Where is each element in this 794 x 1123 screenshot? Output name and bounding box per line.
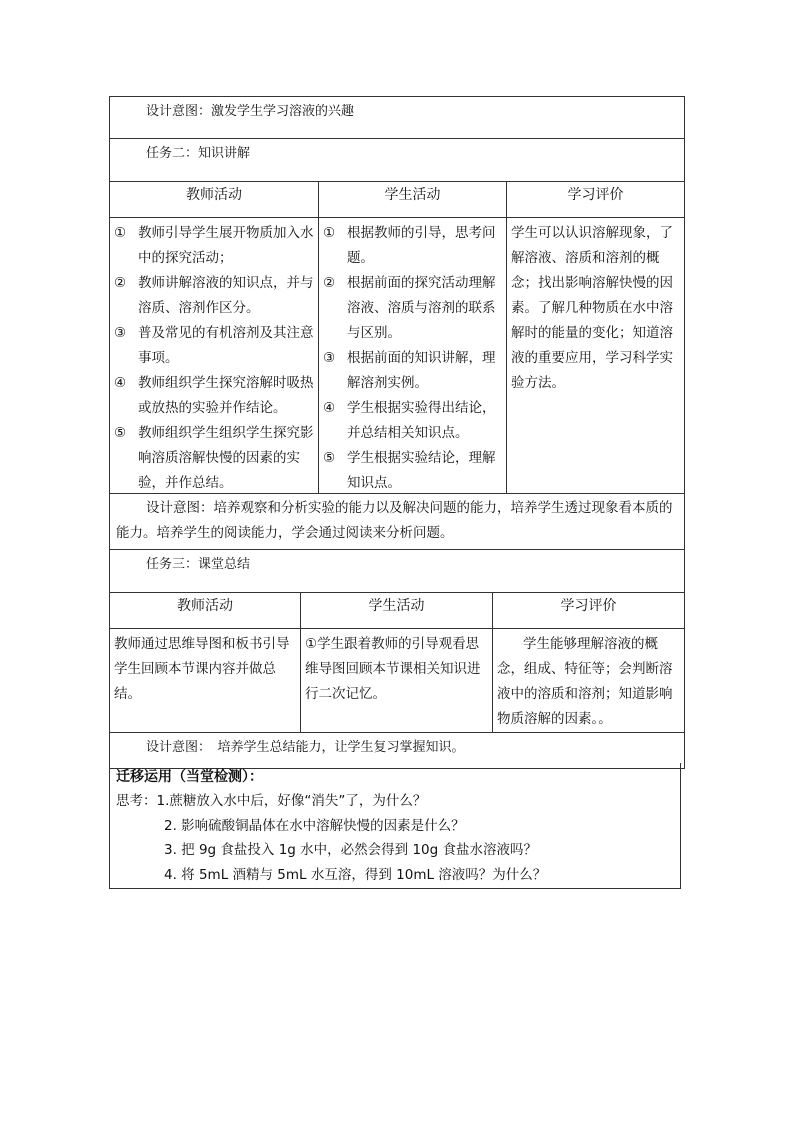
list-item bbox=[323, 271, 502, 346]
design-intent-1: 设计意图：激发学生学习溶液的兴趣 bbox=[109, 96, 685, 139]
item-number: ② bbox=[323, 275, 336, 291]
task-two-content-row bbox=[109, 218, 685, 494]
task-three-title: 任务三：课堂总结 bbox=[109, 550, 685, 593]
item-text: 根据教师的引导，思考问题。 bbox=[347, 225, 496, 266]
learning-evaluation-text: 学生可以认识溶解现象，了解溶液、溶质和溶剂的概念；找出影响溶解快慢的因素。了解几种物质在水中溶解时的能量的变化；知道溶液的重要应用，学习科学实验方法。 bbox=[511, 225, 673, 391]
item-text: 根据前面的知识讲解，理解溶剂实例。 bbox=[347, 350, 496, 391]
list-item bbox=[114, 421, 314, 496]
item-number: ③ bbox=[114, 325, 127, 341]
item-text: 教师讲解溶液的知识点，并与溶质、溶剂作区分。 bbox=[138, 275, 314, 316]
item-text: 学生根据实验结论，理解知识点。 bbox=[347, 450, 496, 491]
task-two-title: 任务二：知识讲解 bbox=[109, 139, 685, 182]
student-activity-list bbox=[319, 218, 507, 493]
summary-teacher-text: 教师通过思维导图和板书引导学生回顾本节课内容并做总结。 bbox=[110, 629, 301, 732]
item-number: ④ bbox=[114, 375, 127, 391]
list-item bbox=[323, 446, 502, 496]
item-number: ⑤ bbox=[114, 425, 127, 441]
list-item bbox=[323, 346, 502, 396]
list-item bbox=[114, 321, 314, 371]
question-3: 3. 把 9g 食盐投入 1g 水中，必然会得到 10g 食盐水溶液吗？ bbox=[164, 842, 537, 858]
question-1: 思考：1.蔗糖放入水中后，好像“消失”了，为什么？ bbox=[116, 793, 427, 809]
header-learning-evaluation: 学习评价 bbox=[560, 598, 617, 614]
list-item bbox=[323, 396, 502, 446]
summary-evaluation-text: 学生能够理解溶液的概念，组成、特征等；会判断溶液中的溶质和溶剂；知道影响物质溶解的因素。。 bbox=[497, 636, 673, 727]
teacher-activity-list bbox=[110, 218, 319, 493]
item-text: 教师引导学生展开物质加入水中的探究活动； bbox=[138, 225, 314, 266]
header-learning-evaluation: 学习评价 bbox=[567, 187, 624, 203]
list-item bbox=[114, 271, 314, 321]
design-intent-2: 设计意图：培养观察和分析实验的能力以及解决问题的能力，培养学生透过现象看本质的能力。培养学生的阅读能力，学会通过阅读来分析问题。 bbox=[109, 494, 685, 550]
item-text: 学生根据实验得出结论，并总结相关知识点。 bbox=[347, 400, 496, 441]
item-number: ④ bbox=[323, 400, 336, 416]
section-title: 迁移运用（当堂检测）： bbox=[116, 769, 263, 785]
header-teacher-activity: 教师活动 bbox=[110, 182, 319, 217]
header-student-activity: 学生活动 bbox=[319, 182, 507, 217]
design-intent-3: 设计意图： 培养学生总结能力，让学生复习掌握知识。 bbox=[109, 733, 685, 769]
header-teacher-activity: 教师活动 bbox=[110, 593, 301, 628]
item-number: ① bbox=[323, 225, 336, 241]
item-number: ① bbox=[114, 225, 127, 241]
item-number: ③ bbox=[323, 350, 336, 366]
task-two-header-row bbox=[109, 182, 685, 218]
task-three-content-row bbox=[109, 629, 685, 733]
item-text: 教师组织学生探究溶解时吸热或放热的实验并作结论。 bbox=[138, 375, 314, 416]
list-item bbox=[114, 371, 314, 421]
question-4: 4. 将 5mL 酒精与 5mL 水互溶，得到 10mL 溶液吗？为什么？ bbox=[164, 866, 547, 883]
item-number: ② bbox=[114, 275, 127, 291]
transfer-practice-section bbox=[109, 763, 681, 889]
summary-student-text: ①学生跟着教师的引导观看思维导图回顾本节课相关知识进行二次记忆。 bbox=[301, 629, 493, 732]
item-text: 根据前面的探究活动理解溶液、溶质与溶剂的联系与区别。 bbox=[347, 275, 496, 341]
task-three-header-row bbox=[109, 593, 685, 629]
list-item bbox=[323, 221, 502, 271]
lesson-plan-table bbox=[109, 96, 685, 769]
list-item bbox=[114, 221, 314, 271]
item-number: ⑤ bbox=[323, 450, 336, 466]
item-text: 教师组织学生组织学生探究影响溶质溶解快慢的因素的实验，并作总结。 bbox=[138, 425, 314, 491]
header-student-activity: 学生活动 bbox=[301, 593, 493, 628]
question-2: 2. 影响硫酸铜晶体在水中溶解快慢的因素是什么？ bbox=[164, 817, 465, 834]
item-text: 普及常见的有机溶剂及其注意事项。 bbox=[138, 325, 314, 366]
